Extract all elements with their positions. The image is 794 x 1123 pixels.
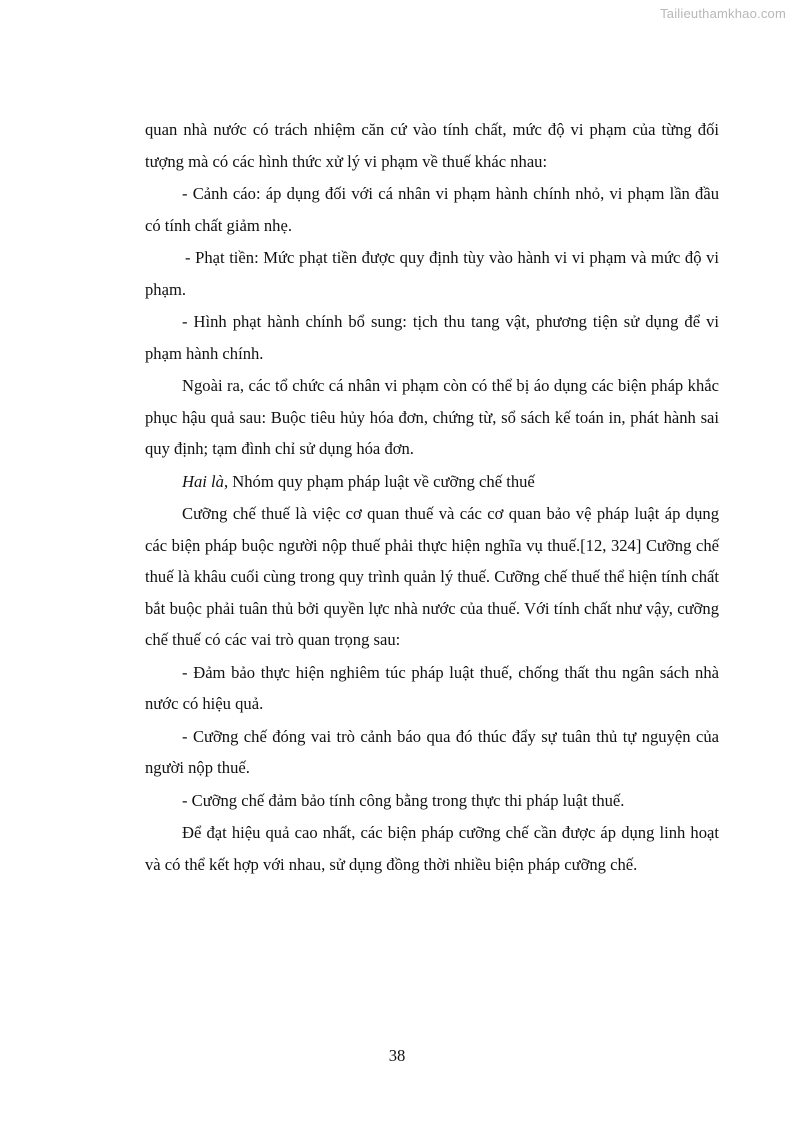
paragraph: - Cưỡng chế đóng vai trò cảnh báo qua đó thúc đẩy sự tuân thủ tự nguyện của người nộp thuế. [145,726,719,777]
heading-text: , Nhóm quy phạm pháp luật về cưỡng chế thuế [223,471,535,491]
page-number: 38 [388,1046,406,1065]
paragraph [145,466,719,498]
italic-prefix: Hai là [182,471,224,491]
document-body [145,114,719,880]
paragraph: Cưỡng chế thuế là việc cơ quan thuế và các cơ quan bảo vệ pháp luật áp dụng các biện pháp buộc người nộp thuế phải thực hiện nghĩa vụ thuế.[12, 324] Cưỡng chế thuế là khâu cuối cùng trong quy trình quản lý thuế. Cưỡng chế thuế thể hiện tính chất bắt buộc phải tuân thủ bởi quyền lực nhà nước của thuế. Với tính chất như vậy, cưỡng chế thuế có các vai trò quan trọng sau: [145,504,719,649]
paragraph: - Hình phạt hành chính bổ sung: tịch thu tang vật, phương tiện sử dụng để vi phạm hành chính. [145,312,719,363]
watermark: Tailieuthamkhao.com [660,6,786,21]
paragraph: - Cưỡng chế đảm bảo tính công bằng trong thực thi pháp luật thuế. [182,790,625,810]
paragraph: - Đảm bảo thực hiện nghiêm túc pháp luật thuế, chống thất thu ngân sách nhà nước có hiệu quả. [145,662,719,713]
paragraph: Ngoài ra, các tổ chức cá nhân vi phạm còn có thể bị áo dụng các biện pháp khắc phục hậu quả sau: Buộc tiêu hủy hóa đơn, chứng từ, sổ sách kế toán in, phát hành sai quy định; tạm đình chỉ sử dụng hóa đơn. [145,376,719,458]
paragraph: - Cảnh cáo: áp dụng đối với cá nhân vi phạm hành chính nhỏ, vi phạm lần đầu có tính chất giảm nhẹ. [145,184,719,235]
paragraph: Để đạt hiệu quả cao nhất, các biện pháp cưỡng chế cần được áp dụng linh hoạt và có thể kết hợp với nhau, sử dụng đồng thời nhiều biện pháp cưỡng chế. [145,823,719,874]
paragraph: - Phạt tiền: Mức phạt tiền được quy định tùy vào hành vi vi phạm và mức độ vi phạm. [145,248,719,299]
paragraph: quan nhà nước có trách nhiệm căn cứ vào tính chất, mức độ vi phạm của từng đối tượng mà có các hình thức xử lý vi phạm về thuế khác nhau: [145,120,719,171]
